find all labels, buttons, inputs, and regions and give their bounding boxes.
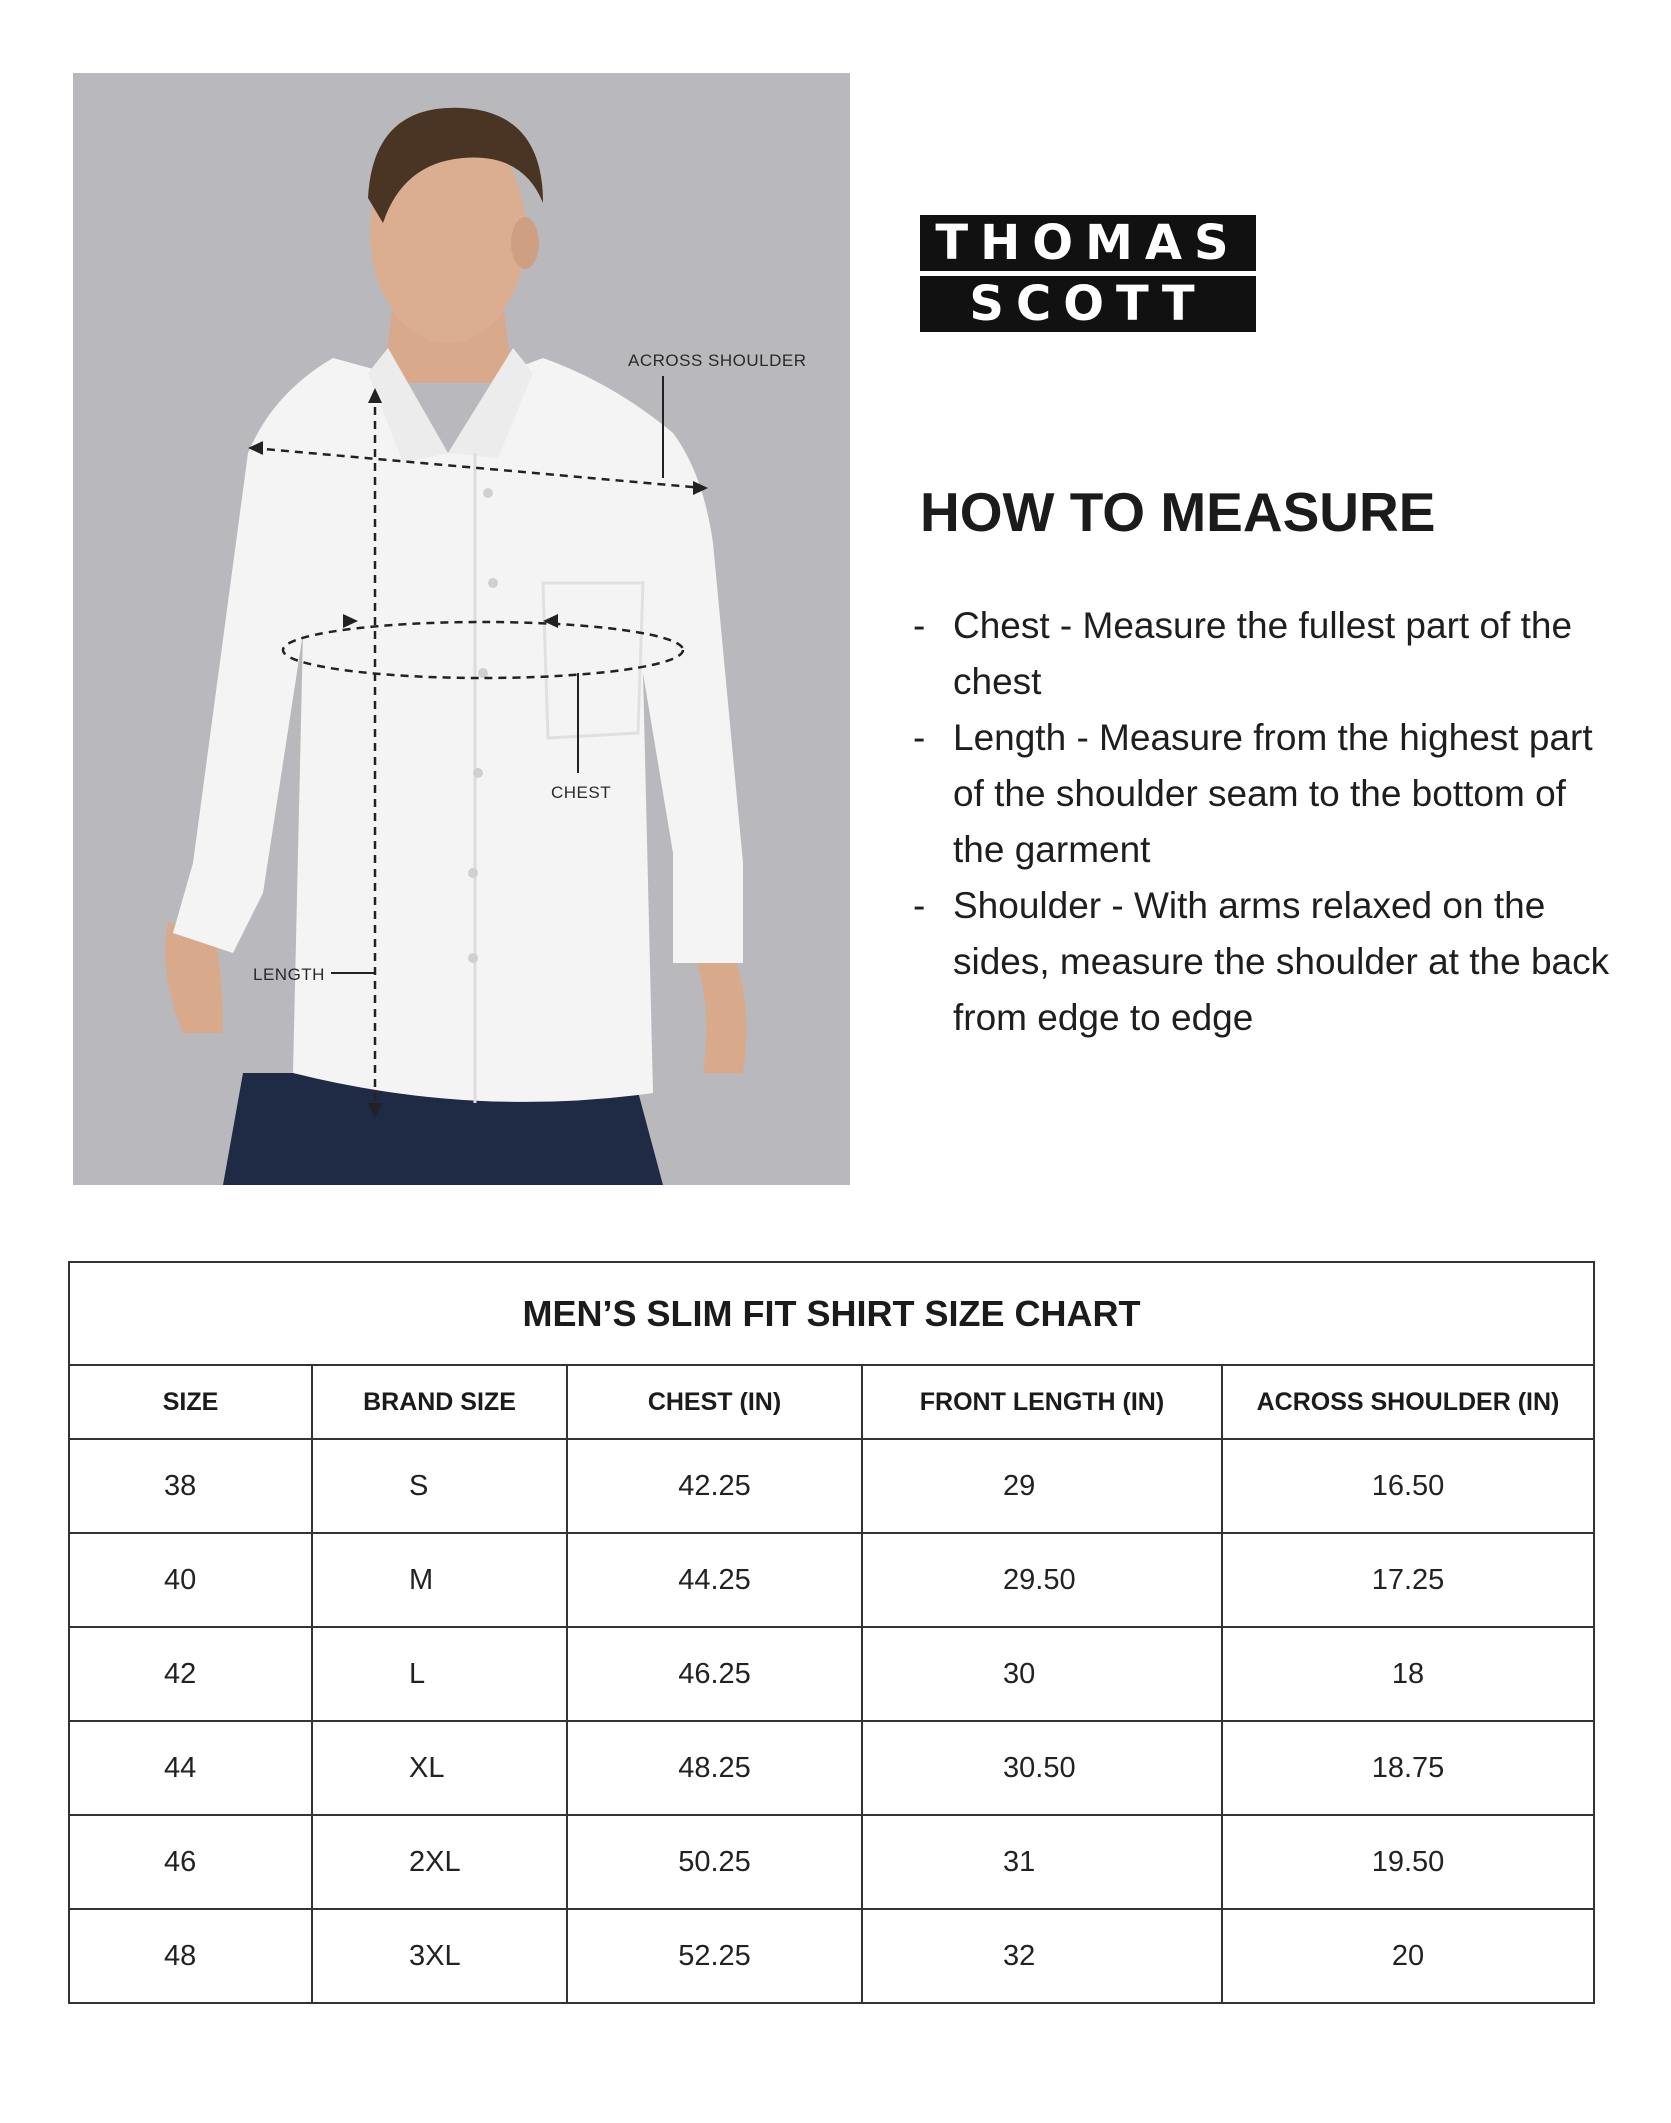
cell-brand-size: S	[312, 1439, 567, 1533]
cell-across-shoulder: 19.50	[1222, 1815, 1594, 1909]
cell-size: 40	[69, 1533, 312, 1627]
cell-size: 46	[69, 1815, 312, 1909]
cell-brand-size: L	[312, 1627, 567, 1721]
table-row	[69, 1533, 1594, 1627]
cell-brand-size: 2XL	[312, 1815, 567, 1909]
cell-size: 42	[69, 1627, 312, 1721]
header-chest: CHEST (IN)	[567, 1365, 862, 1439]
cell-front-length: 32	[862, 1909, 1222, 2003]
cell-front-length: 29.50	[862, 1533, 1222, 1627]
length-label: LENGTH	[253, 965, 325, 984]
table-row	[69, 1439, 1594, 1533]
logo-line-scott: SCOTT	[920, 276, 1256, 332]
cell-front-length: 31	[862, 1815, 1222, 1909]
cell-across-shoulder: 18.75	[1222, 1721, 1594, 1815]
brand-logo	[920, 215, 1256, 332]
table-row	[69, 1909, 1594, 2003]
cell-chest: 52.25	[567, 1909, 862, 2003]
how-to-measure-list	[913, 598, 1613, 1046]
cell-across-shoulder: 20	[1222, 1909, 1594, 2003]
table-row	[69, 1721, 1594, 1815]
cell-size: 38	[69, 1439, 312, 1533]
cell-chest: 44.25	[567, 1533, 862, 1627]
cell-chest: 50.25	[567, 1815, 862, 1909]
cell-across-shoulder: 17.25	[1222, 1533, 1594, 1627]
shirt	[173, 358, 743, 1102]
cell-front-length: 29	[862, 1439, 1222, 1533]
measure-item-length: - Length - Measure from the highest part of the shoulder seam to the bottom of the garment	[913, 717, 1593, 870]
header-across-shoulder: ACROSS SHOULDER (IN)	[1222, 1365, 1594, 1439]
header-brand-size: BRAND SIZE	[312, 1365, 567, 1439]
logo-line-thomas: THOMAS	[920, 215, 1256, 271]
model-photo	[73, 73, 850, 1185]
table-row	[69, 1815, 1594, 1909]
cell-chest: 48.25	[567, 1721, 862, 1815]
cell-across-shoulder: 18	[1222, 1627, 1594, 1721]
measure-item-chest: - Chest - Measure the fullest part of the chest	[913, 605, 1573, 702]
measure-item-shoulder: - Shoulder - With arms relaxed on the sides, measure the shoulder at the back from edge to edge	[913, 885, 1610, 1038]
across-shoulder-label: ACROSS SHOULDER	[628, 351, 807, 370]
how-to-measure-title: HOW TO MEASURE	[920, 481, 1436, 543]
chest-label: CHEST	[551, 783, 612, 802]
cell-chest: 42.25	[567, 1439, 862, 1533]
cell-brand-size: M	[312, 1533, 567, 1627]
header-front-length: FRONT LENGTH (IN)	[862, 1365, 1222, 1439]
model-illustration	[73, 73, 850, 1185]
size-chart-table	[68, 1261, 1595, 2004]
cell-across-shoulder: 16.50	[1222, 1439, 1594, 1533]
size-chart-title: MEN’S SLIM FIT SHIRT SIZE CHART	[69, 1262, 1594, 1365]
cell-brand-size: XL	[312, 1721, 567, 1815]
table-header-row	[69, 1365, 1594, 1439]
table-row	[69, 1627, 1594, 1721]
cell-brand-size: 3XL	[312, 1909, 567, 2003]
cell-size: 44	[69, 1721, 312, 1815]
header-size: SIZE	[69, 1365, 312, 1439]
cell-front-length: 30.50	[862, 1721, 1222, 1815]
ear	[511, 217, 539, 269]
cell-chest: 46.25	[567, 1627, 862, 1721]
cell-front-length: 30	[862, 1627, 1222, 1721]
right-hand	[693, 953, 746, 1073]
cell-size: 48	[69, 1909, 312, 2003]
